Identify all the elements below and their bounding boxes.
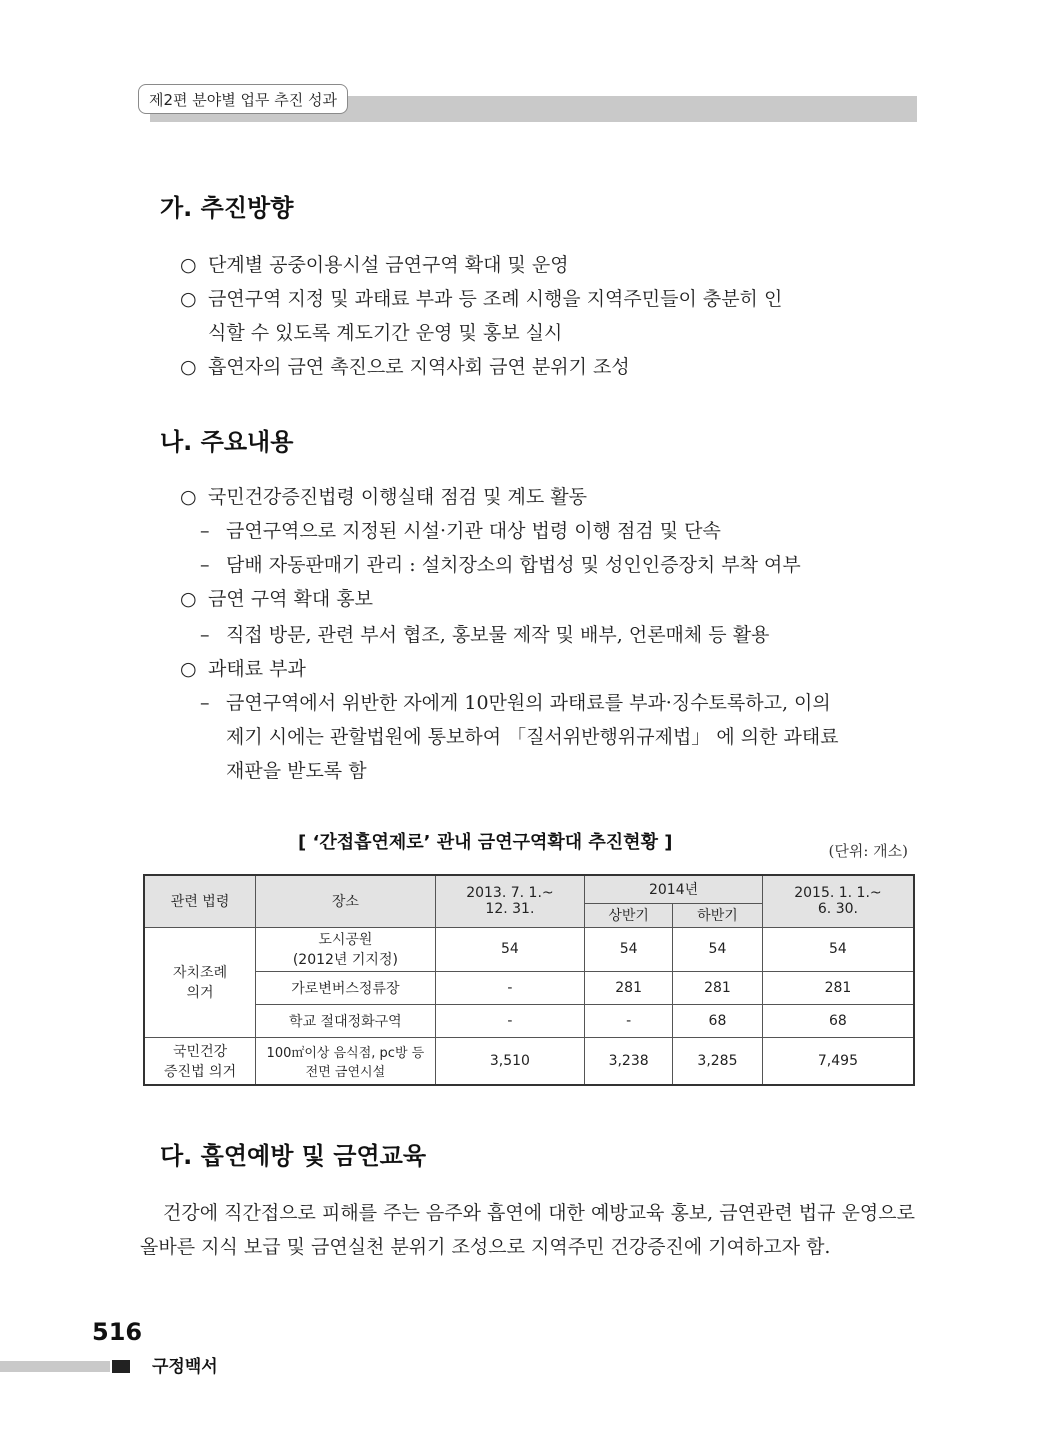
chapter-header: 제2편 분야별 업무 추진 성과 [138,84,348,114]
section-title-na: 나. 주요내용 [160,428,294,456]
group-label: 자치조례 [173,965,228,981]
header-period-2015-start: 2015. 1. 1.~ [794,885,882,902]
cell-value: - [585,1004,673,1037]
list-item: 과태료 부과 [208,658,306,680]
footer-bar [0,1361,110,1372]
table-row [144,1004,914,1037]
cell-value: 3,238 [585,1037,673,1085]
list-item: 재판을 받도록 함 [226,760,367,782]
group-label: 국민건강 [173,1043,228,1060]
header-period-2013-end: 12. 31. [485,901,535,918]
group-national [144,1037,256,1085]
list-item: 제기 시에는 관할법원에 통보하여 「질서위반행위규제법」 에 의한 과태료 [226,726,839,748]
list-item: 직접 방문, 관련 부서 협조, 홍보물 제작 및 배부, 언론매체 등 활용 [226,624,770,646]
table-title: [ ‘간접흡연제로’ 관내 금연구역확대 추진현황 ] [298,832,673,853]
dash-icon: – [200,554,210,576]
dash-icon: – [200,692,210,714]
bullet-icon: ○ [180,288,197,310]
cell-value: 54 [673,927,763,971]
cell-value: - [435,971,585,1004]
group-label: 의거 [186,985,214,1001]
group-label: 증진법 의거 [164,1063,237,1080]
cell-value: 281 [762,971,914,1004]
header-second-half: 하반기 [673,903,763,927]
book-title: 구정백서 [152,1357,218,1377]
cell-place: 가로변버스정류장 [256,971,435,1004]
header-place: 장소 [256,875,435,927]
header-period-2015-end: 6. 30. [817,901,858,918]
bullet-icon: ○ [180,658,197,680]
page-number: 516 [92,1318,143,1346]
list-item: 담배 자동판매기 관리 : 설치장소의 합법성 및 성인인증장치 부착 여부 [226,554,801,576]
header-period-2013 [435,875,585,927]
cell-value: 281 [585,971,673,1004]
bullet-icon: ○ [180,588,197,610]
cell-value: 7,495 [762,1037,914,1085]
list-item: 금연구역으로 지정된 시설·기관 대상 법령 이행 점검 및 단속 [226,520,721,542]
section-title-ga: 가. 추진방향 [160,194,294,222]
cell-value: 54 [762,927,914,971]
cell-value: 68 [762,1004,914,1037]
bullet-icon: ○ [180,356,197,378]
cell-place: 학교 절대정화구역 [256,1004,435,1037]
list-item: 식할 수 있도록 계도기간 운영 및 홍보 실시 [208,322,563,344]
table-row [144,1037,914,1085]
bullet-icon: ○ [180,486,197,508]
table-row [144,971,914,1004]
header-law: 관련 법령 [144,875,256,927]
table-row [144,927,914,971]
cell-value: 3,510 [435,1037,585,1085]
table-unit: (단위: 개소) [828,842,908,860]
place-text: 100㎡이상 음식점, pc방 등 [266,1045,425,1061]
dash-icon: – [200,624,210,646]
cell-value: 281 [673,971,763,1004]
list-item: 금연 구역 확대 홍보 [208,588,373,610]
place-text: 도시공원 [318,932,373,948]
place-text: (2012년 기지정) [292,952,398,968]
header-period-2013-start: 2013. 7. 1.~ [466,885,554,902]
dash-icon: – [200,520,210,542]
data-table [143,874,915,1086]
section-da-paragraph: 건강에 직간접으로 피해를 주는 음주와 흡연에 대한 예방교육 홍보, 금연관련 법규 운영으로 올바른 지식 보급 및 금연실천 분위기 조성으로 지역주민 건강증진에 기여하고자 함. [140,1202,915,1258]
header-year-2014: 2014년 [585,875,763,903]
list-item: 흡연자의 금연 촉진으로 지역사회 금연 분위기 조성 [208,356,630,378]
header-period-2015 [762,875,914,927]
cell-place [256,1037,435,1085]
cell-value: 54 [435,927,585,971]
group-ordinance [144,927,256,1037]
list-item: 금연구역 지정 및 과태료 부과 등 조례 시행을 지역주민들이 충분히 인 [208,288,783,310]
cell-place [256,927,435,971]
cell-value: 3,285 [673,1037,763,1085]
section-title-da: 다. 흡연예방 및 금연교육 [160,1142,427,1170]
list-item: 국민건강증진법령 이행실태 점검 및 계도 활동 [208,486,587,508]
footer-square-icon [112,1360,130,1373]
list-item: 단계별 공중이용시설 금연구역 확대 및 운영 [208,254,569,276]
cell-value: - [435,1004,585,1037]
cell-value: 54 [585,927,673,971]
list-item: 금연구역에서 위반한 자에게 10만원의 과태료를 부과·징수토록하고, 이의 [226,692,831,714]
place-text: 전면 금연시설 [305,1064,386,1080]
header-first-half: 상반기 [585,903,673,927]
cell-value: 68 [673,1004,763,1037]
bullet-icon: ○ [180,254,197,276]
